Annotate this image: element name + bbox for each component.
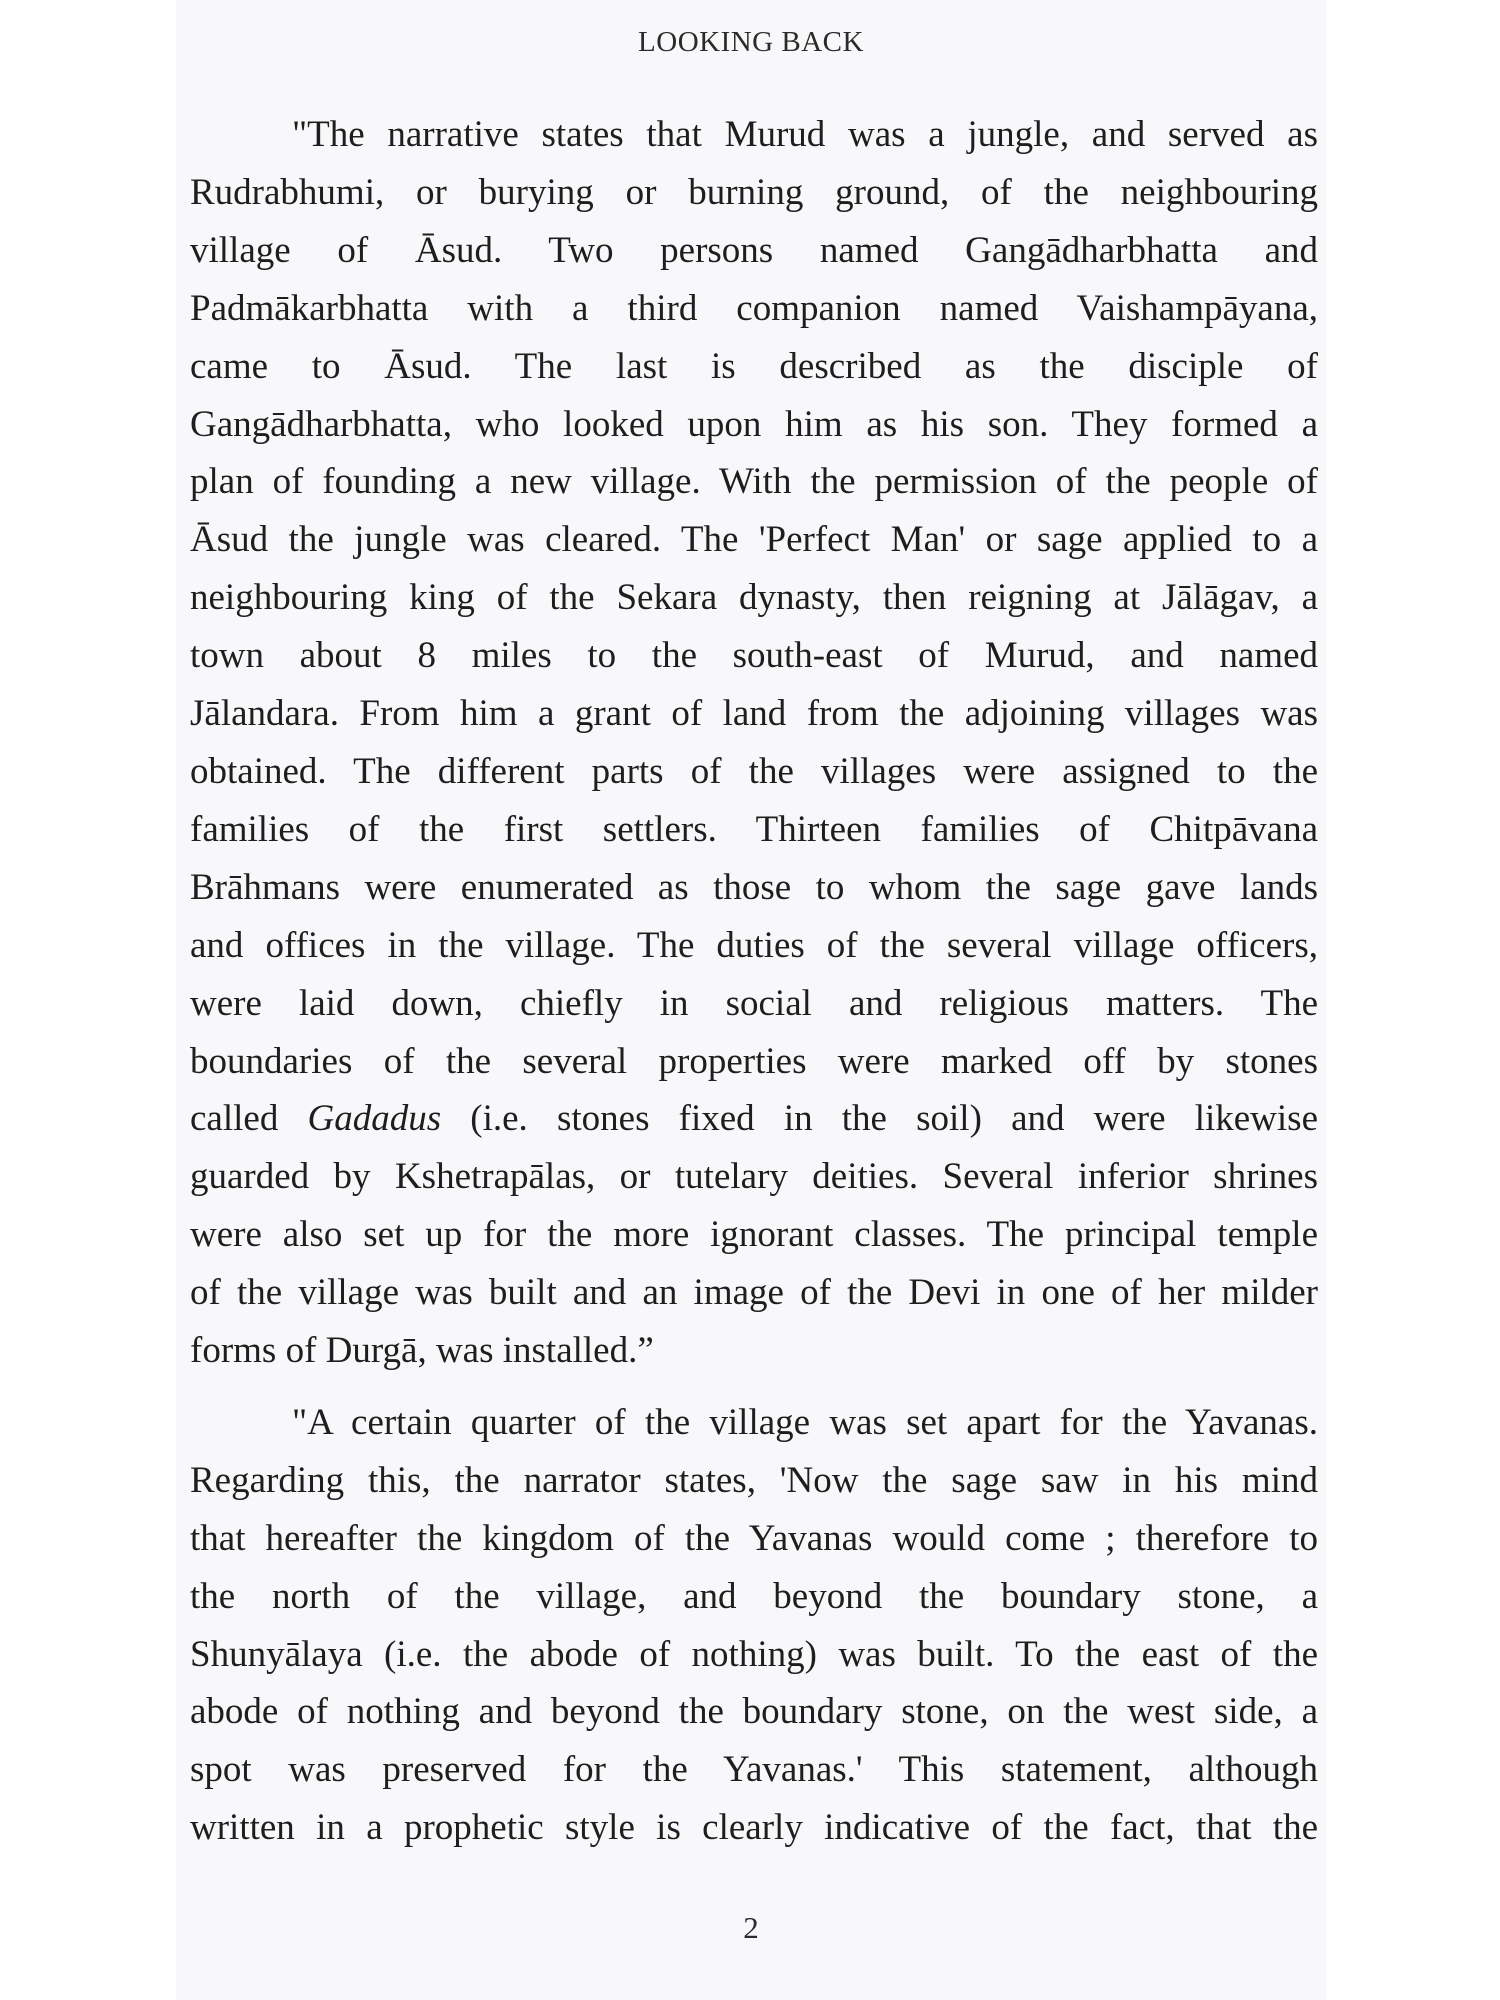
text-line: boundaries of the several properties were marked off by stones [190,1040,1318,1082]
text-line: guarded by Kshetrapālas, or tutelary deities. Several inferior shrines [190,1156,1318,1198]
text-body [190,106,1318,1857]
running-header: LOOKING BACK [638,26,864,58]
paragraph-1 [190,106,1318,1380]
paragraph-2 [190,1394,1318,1857]
text-line: forms of Durgā, was installed.” [190,1330,654,1372]
text-line: were laid down, chiefly in social and religious matters. The [190,982,1318,1024]
text-line: were also set up for the more ignorant classes. The principal temple [190,1214,1318,1256]
text-line: village of Āsud. Two persons named Gangādharbhatta and [190,229,1318,271]
text-line: Shunyālaya (i.e. the abode of nothing) was built. To the east of the [190,1633,1318,1675]
text-line: Brāhmans were enumerated as those to whom the sage gave lands [190,866,1318,908]
text-line: came to Āsud. The last is described as the disciple of [190,345,1318,387]
text-line: "The narrative states that Murud was a jungle, and served as [292,114,1318,155]
gadadus-before: called [190,1098,308,1140]
gadadus-term: Gadadus [307,1098,442,1140]
text-line: obtained. The different parts of the villages were assigned to the [190,750,1318,792]
text-line: Padmākarbhatta with a third companion named Vaishampāyana, [190,287,1318,329]
text-line: Rudrabhumi, or burying or burning ground, of the neighbouring [190,171,1318,213]
text-line: town about 8 miles to the south-east of Murud, and named [190,635,1318,677]
text-line: families of the first settlers. Thirteen families of Chitpāvana [190,808,1318,850]
text-line: abode of nothing and beyond the boundary stone, on the west side, a [190,1691,1318,1733]
text-line: neighbouring king of the Sekara dynasty, then reigning at Jālāgav, a [190,577,1318,619]
text-line: spot was preserved for the Yavanas.' This statement, although [190,1749,1318,1791]
text-line: Āsud the jungle was cleared. The 'Perfect Man' or sage applied to a [190,519,1318,561]
text-line: Jālandara. From him a grant of land from the adjoining villages was [190,693,1318,735]
gadadus-after: (i.e. stones fixed in the soil) and were likewise [441,1098,1319,1140]
text-line: and offices in the village. The duties of the several village officers, [190,924,1318,966]
text-line: "A certain quarter of the village was set apart for the Yavanas. [292,1401,1318,1443]
text-line: of the village was built and an image of the Devi in one of her milder [190,1272,1318,1314]
text-line: that hereafter the kingdom of the Yavanas would come ; therefore to [190,1517,1318,1559]
text-line: the north of the village, and beyond the boundary stone, a [190,1575,1318,1617]
text-line: written in a prophetic style is clearly indicative of the fact, that the [190,1807,1318,1849]
page-number: 2 [743,1910,759,1945]
text-line-gadadus [190,1090,1318,1148]
text-line: Regarding this, the narrator states, 'Now the sage saw in his mind [190,1459,1318,1501]
text-line: Gangādharbhatta, who looked upon him as his son. They formed a [190,403,1318,445]
text-line: plan of founding a new village. With the permission of the people of [190,461,1318,503]
